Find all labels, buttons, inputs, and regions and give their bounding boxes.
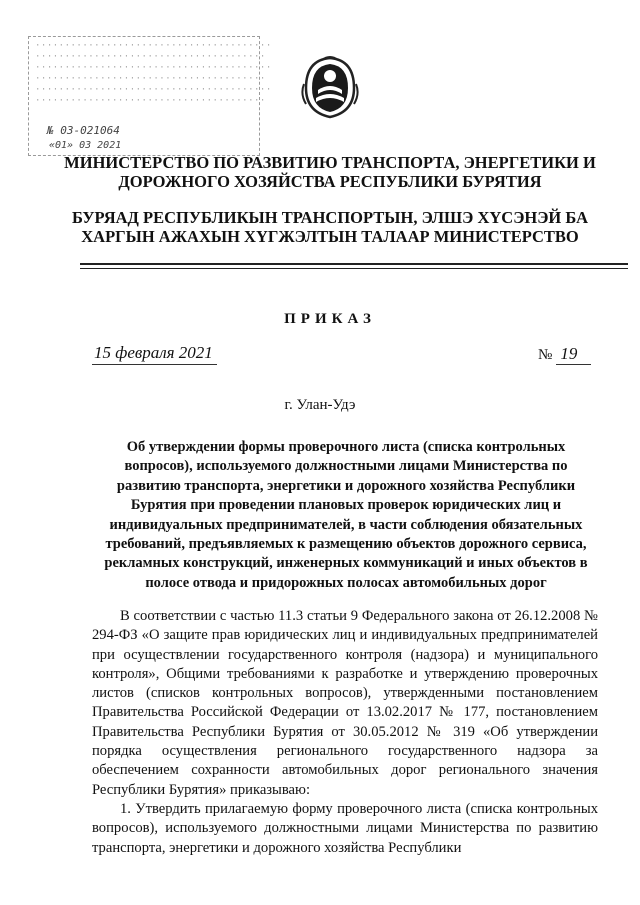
header-divider-thick [80, 263, 628, 265]
city: г. Улан-Удэ [284, 397, 356, 413]
ministry-name-russian: МИНИСТЕРСТВО ПО РАЗВИТИЮ ТРАНСПОРТА, ЭНЕРГЕТИКИ И ДОРОЖНОГО ХОЗЯЙСТВА РЕСПУБЛИКИ БУРЯТИЯ [64, 153, 596, 191]
order-body [92, 607, 598, 858]
order-number [538, 344, 591, 364]
order-subject: Об утверждении формы проверочного листа (списка контрольных вопросов), используемого должностными лицами Министерства по развитию транспорта, энергетики и дорожного хозяйства Республики Бурятия при проведении плановых проверок юридических лиц и индивидуальных предпринимателей, в части соблюдения обязательных требований, предъявляемых к размещению объектов дорожного сервиса, рекламных конструкций, инженерных коммуникаций и иных объектов в полосе отвода и придорожных полосах автомобильных дорог [104, 439, 588, 591]
coat-of-arms-emblem [300, 54, 360, 120]
document-title: ПРИКАЗ [284, 311, 376, 327]
header-divider-thin [80, 268, 628, 269]
body-paragraph: 1. Утвердить прилагаемую форму проверочного листа (списка контрольных вопросов), используемого должностными лицами Министерства по развитию транспорта, энергетики и дорожного хозяйства Республики [92, 800, 598, 856]
order-number-label: № [538, 347, 553, 363]
registration-stamp [28, 36, 272, 156]
order-number-value: 19 [556, 344, 591, 365]
stamp-reg-number: № 03-021064 [47, 124, 120, 137]
ministry-name-buryat: БУРЯАД РЕСПУБЛИКЫН ТРАНСПОРТЫН, ЭЛШЭ ХҮСЭНЭЙ БА ХАРГЫН АЖАХЫН ХҮГЖЭЛТЫН ТАЛААР МИНИСТЕРСТВО [72, 208, 588, 246]
stamp-faded-text: ········································ ······································· ········································ ······································· ········································ ······································· [35, 41, 272, 106]
body-paragraph: В соответствии с частью 11.3 статьи 9 Федерального закона от 26.12.2008 № 294-ФЗ «О защите прав юридических лиц и индивидуальных предпринимателей при осуществлении государственного контроля (надзора) и муниципального контроля», Общими требованиями к разработке и утверждению проверочных листов (списков контрольных вопросов), утвержденными постановлением Правительства Российской Федерации от 13.02.2017 № 177, постановлением Правительства Республики Бурятия от 30.05.2012 № 319 «Об утверждении порядка осуществления регионального государственного надзора за обеспечением сохранности автомобильных дорог регионального значения Республики Бурятия» приказываю: [92, 608, 598, 798]
stamp-reg-date: «01» 03 2021 [49, 140, 122, 151]
order-date: 15 февраля 2021 [92, 343, 217, 365]
